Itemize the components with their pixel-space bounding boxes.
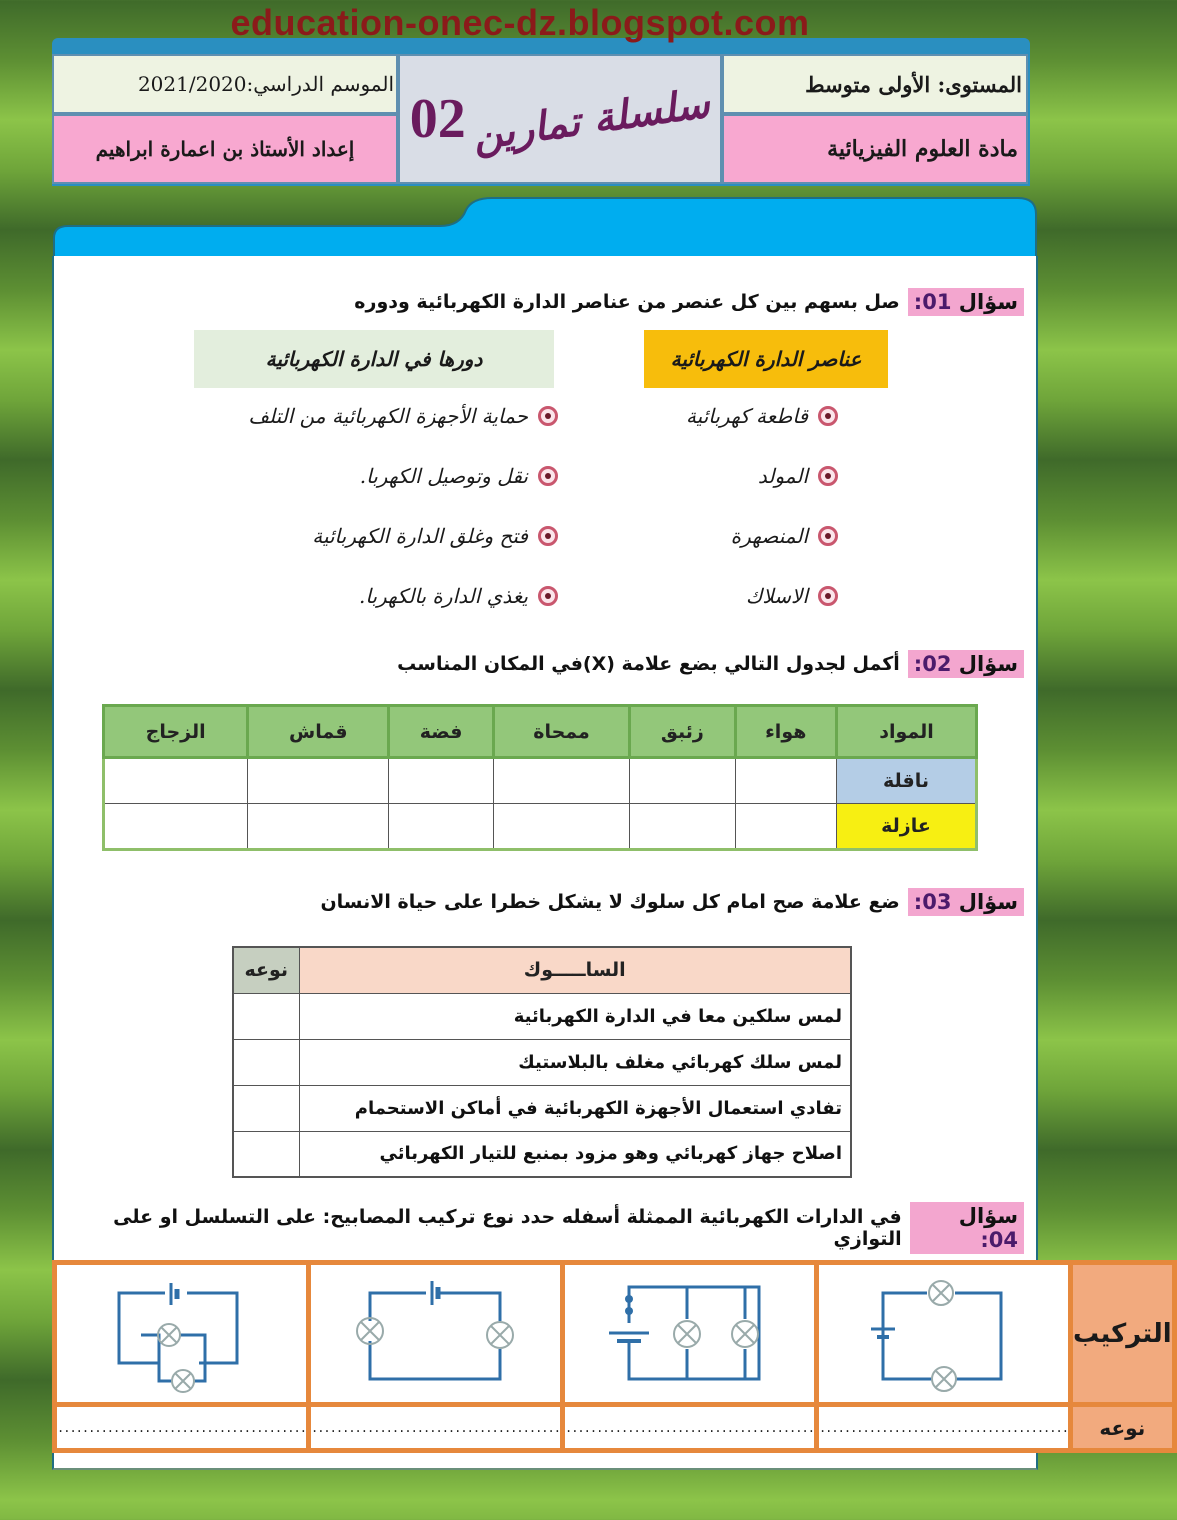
answer-cell[interactable] [735, 804, 836, 850]
site-watermark: education-onec-dz.blogspot.com [230, 2, 810, 43]
answer-blank[interactable]: ........................................ [308, 1405, 562, 1451]
answer-cell[interactable] [104, 804, 248, 850]
role-label: حماية الأجهزة الكهربائية من التلف [248, 404, 528, 428]
elements-header [644, 330, 888, 388]
circuit-diagram-4 [55, 1263, 309, 1405]
role-label: فتح وغلق الدارة الكهربائية [312, 524, 528, 548]
element-label: المولد [757, 464, 808, 488]
material-header: زئبق [630, 706, 735, 758]
behavior-header-row [233, 947, 851, 993]
question-4-text: في الدارات الكهربائية الممثلة أسفله حدد نوع تركيب المصابيح: على التسلسل او على التوازي [113, 1206, 902, 1250]
material-header: ممحاة [493, 706, 629, 758]
subject-text: مادة العلوم الفيزيائية [827, 136, 1018, 162]
answer-blank[interactable]: ........................................ [562, 1405, 816, 1451]
connect-dot-icon[interactable] [818, 466, 838, 486]
circuit-diagram-1 [816, 1263, 1070, 1405]
question-2-tag [908, 650, 1024, 678]
circuit-row-label: التركيب [1070, 1263, 1174, 1405]
circuit-diagram-3 [308, 1263, 562, 1405]
materials-header-row [104, 706, 977, 758]
role-label: نقل وتوصيل الكهربا. [359, 464, 528, 488]
connect-dot-icon[interactable] [538, 586, 558, 606]
check-cell[interactable] [233, 993, 299, 1039]
parallel-circuit-2-icon [107, 1279, 257, 1389]
behavior-row [233, 993, 851, 1039]
answer-cell[interactable] [493, 758, 629, 804]
material-header: قماش [248, 706, 389, 758]
role-item [312, 524, 558, 548]
answer-cell[interactable] [735, 758, 836, 804]
answer-cell[interactable] [248, 758, 389, 804]
insulator-label: عازلة [837, 804, 977, 850]
question-1-number: 01: [913, 290, 952, 314]
materials-header: المواد [837, 706, 977, 758]
answer-row [55, 1405, 1175, 1451]
answer-cell[interactable] [630, 804, 735, 850]
answer-cell[interactable] [104, 758, 248, 804]
role-label: يغذي الدارة بالكهربا. [359, 584, 528, 608]
question-3-number: 03: [913, 890, 952, 914]
element-label: المنصهرة [730, 524, 808, 548]
answer-cell[interactable] [389, 804, 494, 850]
season-text: الموسم الدراسي:2021/2020 [137, 72, 394, 96]
material-header: الزجاج [104, 706, 248, 758]
connect-dot-icon[interactable] [818, 406, 838, 426]
material-header: فضة [389, 706, 494, 758]
conductor-label: ناقلة [837, 758, 977, 804]
question-3 [320, 888, 1024, 916]
author-text: إعداد الأستاذ بن اعمارة ابراهيم [95, 137, 355, 161]
answer-cell[interactable] [248, 804, 389, 850]
materials-table [102, 704, 978, 851]
element-label: قاطعة كهربائية [685, 404, 808, 428]
type-header: نوعه [233, 947, 299, 993]
level-text: المستوى: الأولى متوسط [805, 71, 1022, 97]
roles-header [194, 330, 554, 388]
behavior-row [233, 1131, 851, 1177]
insulator-row [104, 804, 977, 850]
question-2-text: أكمل لجدول التالي بضع علامة (X)في المكان المناسب [397, 653, 900, 675]
question-3-text: ضع علامة صح امام كل سلوك لا يشكل خطرا على حياة الانسان [320, 891, 900, 913]
circuits-row [55, 1263, 1175, 1405]
behavior-table [232, 946, 852, 1178]
element-item [686, 404, 838, 428]
question-2-label: سؤال [958, 652, 1018, 676]
question-1 [354, 288, 1024, 316]
header-subject [722, 114, 1028, 184]
answer-cell[interactable] [630, 758, 735, 804]
question-4 [54, 1202, 1024, 1254]
series-circuit-1-icon [863, 1279, 1023, 1389]
behavior-row [233, 1085, 851, 1131]
role-item [360, 464, 558, 488]
behavior-header: الساـــــوك [299, 947, 851, 993]
question-4-label: سؤال [958, 1204, 1018, 1228]
connect-dot-icon[interactable] [538, 466, 558, 486]
element-item [731, 524, 838, 548]
question-2-number: 02: [913, 652, 952, 676]
header-title-box [398, 54, 722, 184]
folder-tab-decoration [52, 196, 1038, 258]
behavior-row [233, 1039, 851, 1085]
question-4-tag [910, 1202, 1024, 1254]
behavior-text: اصلاح جهاز كهربائي وهو مزود بمنبع للتيار الكهربائي [299, 1131, 851, 1177]
answer-cell[interactable] [389, 758, 494, 804]
question-3-label: سؤال [958, 890, 1018, 914]
conductor-row [104, 758, 977, 804]
element-item [758, 464, 838, 488]
element-label: الاسلاك [745, 584, 808, 608]
series-title-text: سلسلة تمارين [469, 79, 713, 159]
series-title-number: 02 [409, 88, 466, 150]
behavior-text: تفادي استعمال الأجهزة الكهربائية في أماكن الاستحمام [299, 1085, 851, 1131]
question-1-text: صل بسهم بين كل عنصر من عناصر الدارة الكهربائية ودوره [354, 291, 900, 313]
answer-blank[interactable]: ........................................ [55, 1405, 309, 1451]
connect-dot-icon[interactable] [818, 586, 838, 606]
series-circuit-2-icon [350, 1279, 520, 1389]
roles-header-text: دورها في الدارة الكهربائية [265, 347, 483, 371]
header-level [722, 54, 1028, 114]
circuits-table [52, 1260, 1177, 1453]
behavior-text: لمس سلكين معا في الدارة الكهربائية [299, 993, 851, 1039]
parallel-circuit-1-icon [599, 1279, 779, 1389]
material-header: هواء [735, 706, 836, 758]
role-item [359, 584, 558, 608]
element-item [746, 584, 838, 608]
question-4-number: 04: [980, 1228, 1018, 1252]
header-author [52, 114, 398, 184]
check-cell[interactable] [233, 1085, 299, 1131]
behavior-text: لمس سلك كهربائي مغلف بالبلاستيك [299, 1039, 851, 1085]
role-item [248, 404, 558, 428]
question-2 [397, 650, 1024, 678]
question-1-label: سؤال [958, 290, 1018, 314]
connect-dot-icon[interactable] [818, 526, 838, 546]
connect-dot-icon[interactable] [538, 526, 558, 546]
series-title [409, 79, 713, 159]
answer-cell[interactable] [493, 804, 629, 850]
question-3-tag [908, 888, 1024, 916]
elements-header-text: عناصر الدارة الكهربائية [670, 347, 862, 371]
type-row-label: نوعه [1070, 1405, 1174, 1451]
circuit-diagram-2 [562, 1263, 816, 1405]
check-cell[interactable] [233, 1131, 299, 1177]
check-cell[interactable] [233, 1039, 299, 1085]
worksheet-paper [52, 256, 1172, 1470]
answer-blank[interactable]: ........................................ [816, 1405, 1070, 1451]
connect-dot-icon[interactable] [538, 406, 558, 426]
header-season [52, 54, 398, 114]
question-1-tag [908, 288, 1024, 316]
